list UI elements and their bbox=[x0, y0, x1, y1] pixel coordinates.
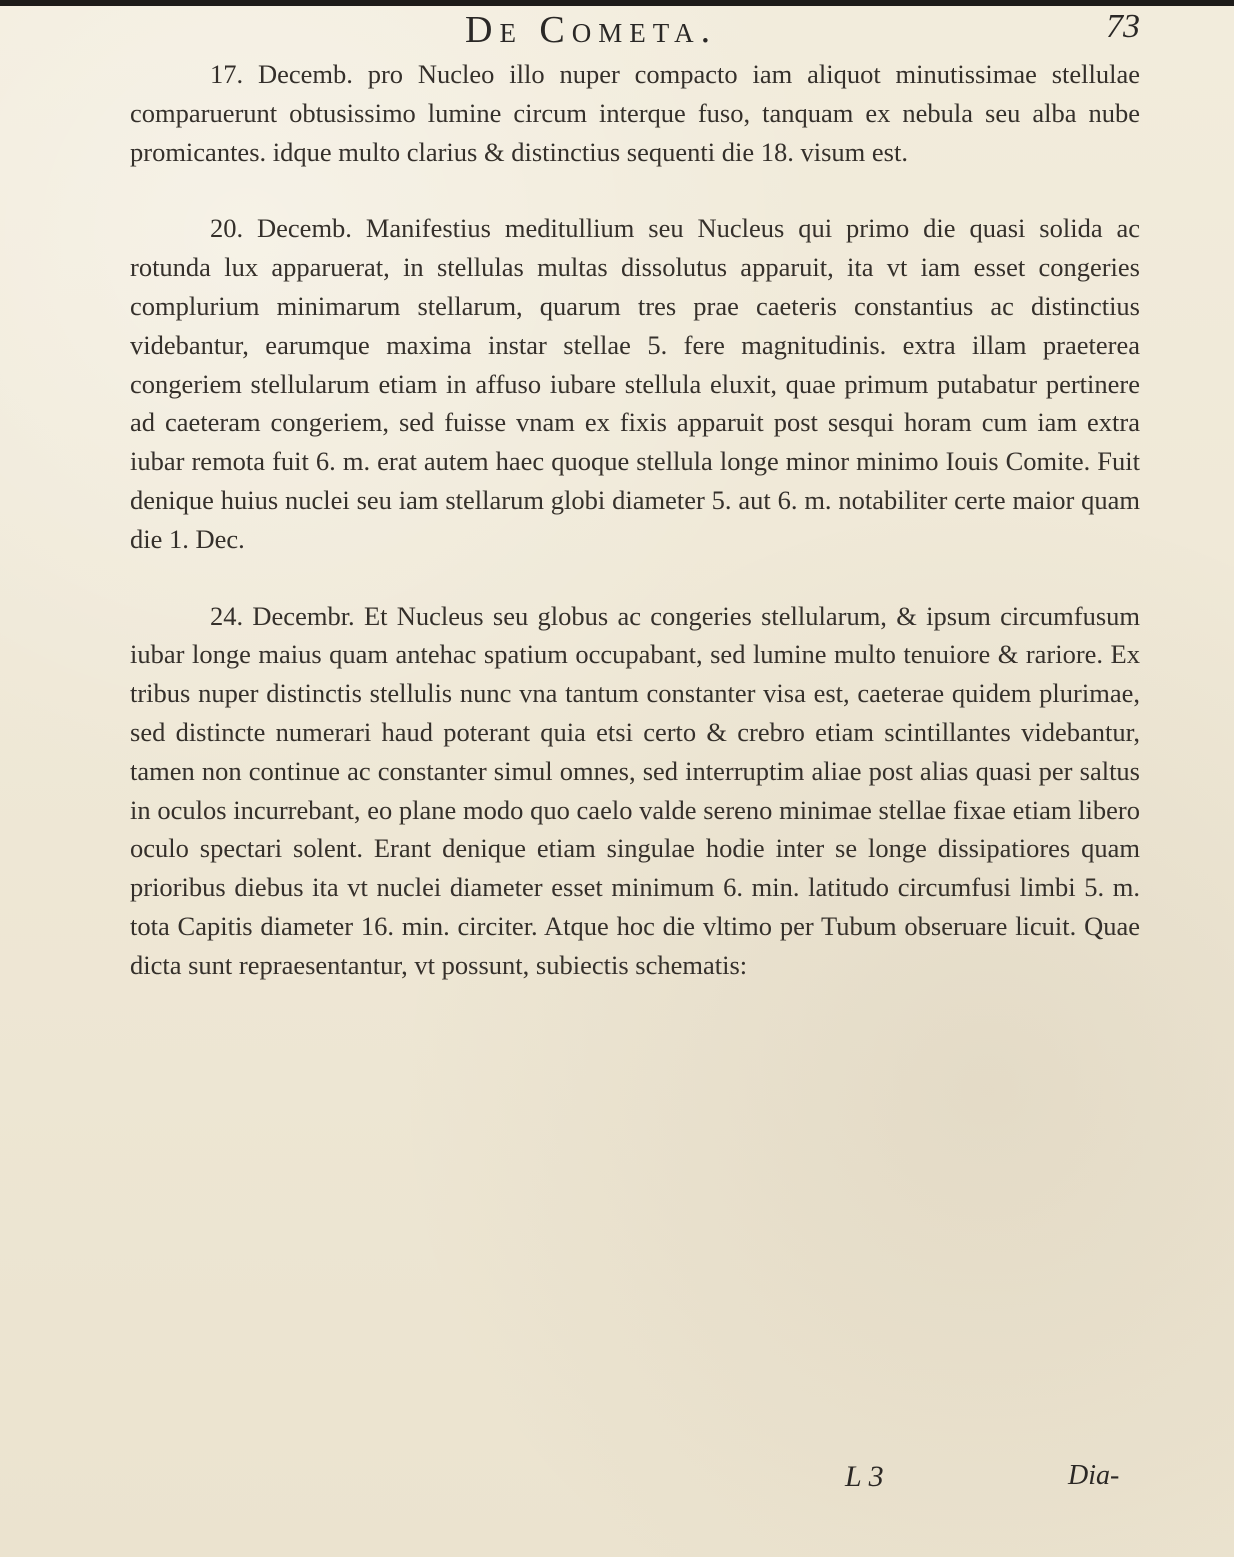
running-title: De Cometa. bbox=[465, 9, 718, 51]
main-text-block bbox=[130, 55, 1140, 985]
signature-mark: L 3 bbox=[845, 1460, 884, 1493]
top-border-rule bbox=[0, 0, 1234, 6]
paragraph-dec-17: 17. Decemb. pro Nucleo illo nuper compacto iam aliquot minutissimae stellulae comparuerunt obtusissimo lumine circum interque fuso, tanquam ex nebula seu alba nube promicantes. idque multo clarius & distinctius sequenti die 18. visum est. bbox=[130, 59, 1140, 167]
page-number: 73 bbox=[1106, 8, 1140, 45]
paragraph-dec-24: 24. Decembr. Et Nucleus seu globus ac congeries stellularum, & ipsum circumfusum iubar longe maius quam antehac spatium occupabant, sed lumine multo tenuiore & rariore. Ex tribus nuper distinctis stellulis nunc vna tantum constanter visa est, caeterae quidem plurimae, sed distincte numerari haud poterant quia etsi certo & crebro etiam scintillantes videbantur, tamen non continue ac constanter simul omnes, sed interruptim aliae post alias quasi per saltus in oculos incurrebant, eo plane modo quo caelo valde sereno minimae stellae fixae etiam libero oculo spectari solent. Erant denique etiam singulae hodie inter se longe dissipatiores quam prioribus diebus ita vt nuclei diameter esset minimum 6. min. latitudo circumfusi limbi 5. m. tota Capitis diameter 16. min. circiter. Atque hoc die vltimo per Tubum obseruare licuit. Quae dicta sunt repraesentantur, vt possunt, subiectis schematis: bbox=[130, 600, 1140, 980]
paragraph-dec-20: 20. Decemb. Manifestius meditullium seu Nucleus qui primo die quasi solida ac rotunda lux apparuerat, in stellulas multas dissolutus apparuit, ita vt iam esset congeries complurium minimarum stellarum, quarum tres prae caeteris constantius ac distinctius videbantur, earumque maxima instar stellae 5. fere magnitudinis. extra illam praeterea congeriem stellularum etiam in affuso iubare stellula eluxit, quae primum putabatur pertinere ad caeteram congeriem, sed fuisse vnam ex fixis apparuit post sesqui horam cum iam extra iubar remota fuit 6. m. erat autem haec quoque stellula longe minor minimo Iouis Comite. Fuit denique huius nuclei seu iam stellarum globi diameter 5. aut 6. m. notabiliter certe maior quam die 1. Dec. bbox=[130, 213, 1140, 554]
catchword: Dia- bbox=[1068, 1460, 1120, 1491]
running-head bbox=[130, 8, 1140, 51]
